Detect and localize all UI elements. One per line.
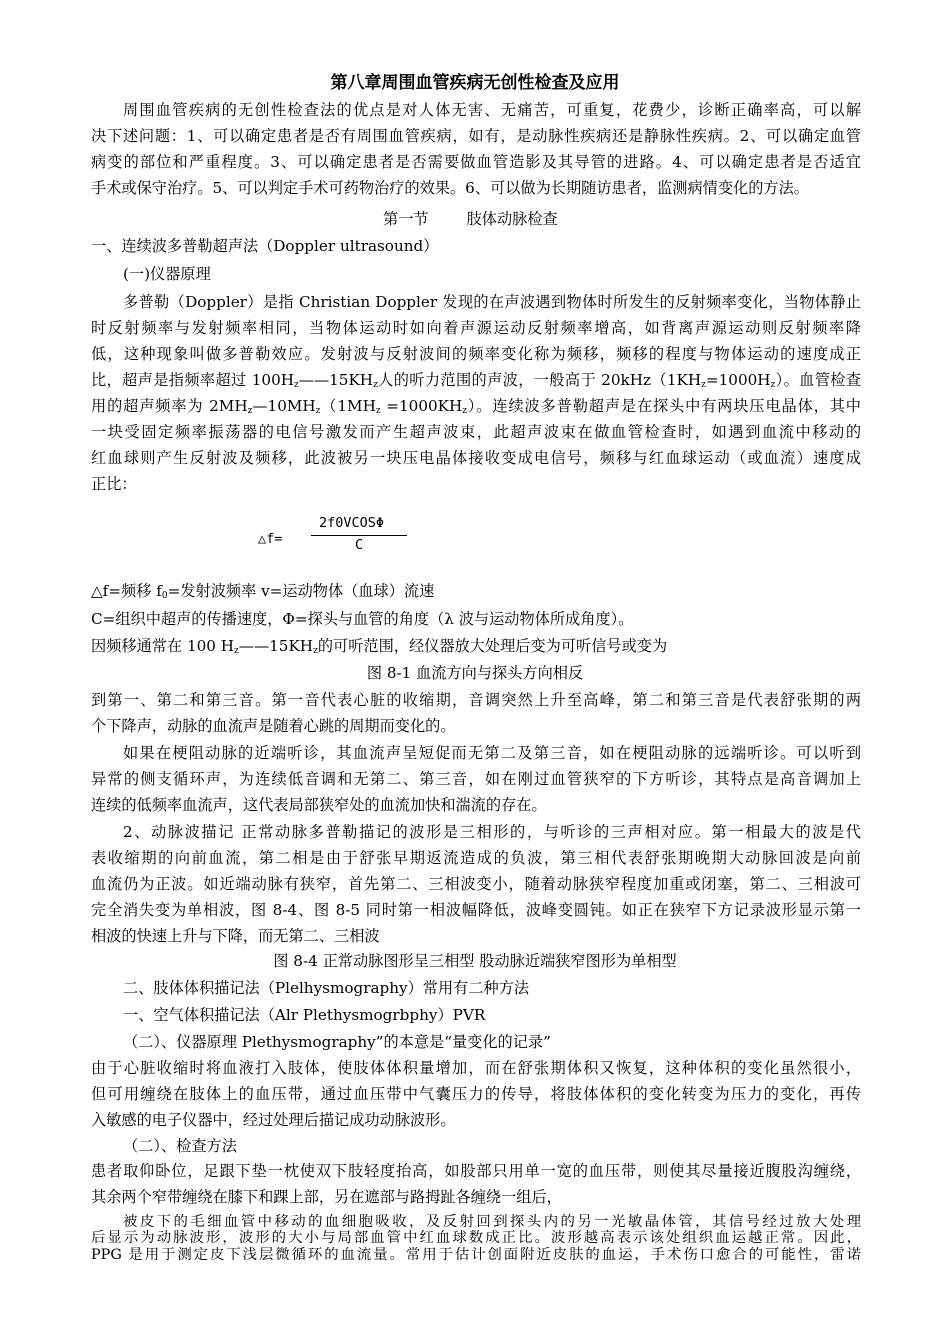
sound-line-2: 个下降声，动脉的血流声是随着心跳的周期而变化的。 (91, 717, 456, 735)
pvr-line-1: 由于心脏收缩时将血液打入肢体，使肢体体积量增加，而在舒张期体积又恢复，这种体积的变化虽然很小， (91, 1059, 861, 1077)
waveform-line-2: 表收缩期的向前血流，第二相是由于舒张早期返流造成的负波，第三相代表舒张期晚期大动脉回波是向前 (91, 849, 861, 867)
fraction-bar (311, 535, 407, 536)
heading-1-sub: (一)仪器原理 (123, 265, 211, 283)
doppler-line-7: 红血球则产生反射波及频移，此波被另一块压电晶体接收变成电信号，频移与红血球运动（或血流）速度成 (91, 449, 861, 467)
pvr-line-2: 但可用缠绕在肢体上的血压带，通过血压带中气囊压力的传导，将肢体体积的变化转变为压力的变化，再传 (91, 1085, 861, 1103)
heading-2: 二、肢体体积描记法（Plelhysmography）常用有二种方法 (123, 979, 530, 997)
waveform-line-5: 相波的快速上升与下降，而无第二、三相波 (91, 927, 380, 945)
chapter-title: 第八章周围血管疾病无创性检查及应用 (330, 73, 620, 93)
heading-2-sub-2: （二）、仪器原理 Plethysmography”的本意是“量变化的记录” (123, 1033, 551, 1051)
sound-line-1: 到第一、第二和第三音。第一音代表心脏的收缩期，音调突然上升至高峰，第二和第三音是代表舒张期的两 (91, 691, 861, 709)
doppler-line-2: 时反射频率与发射频率相同，当物体运动时如向着声源运动反射频率增高，如背离声源运动则反射频率降 (91, 319, 861, 337)
intro-line-3: 病变的部位和严重程度。3、可以确定患者是否需要做血管造影及其导管的进路。4、可以确定患者是否适宜 (91, 153, 861, 171)
stenosis-line-2: 异常的侧支循环声，为连续低音调和无第二、第三音，如在刚过血管狭窄的下方听诊，其特点是高音调加上 (91, 770, 861, 788)
intro-line-2: 决下述问题：1、可以确定患者是否有周围血管疾病，如有，是动脉性疾病还是静脉性疾病。2、可以确定血管 (91, 127, 861, 145)
method-line-1: 患者取仰卧位，足跟下垫一枕使双下肢轻度抬高，如股部只用单一宽的血压带，则使其尽量接近腹股沟缠绕， (91, 1162, 861, 1180)
doppler-line-4: 比，超声是指频率超过 $100H_z——15KH_z$人的听力范围的声波，一般高于 $20kHz(1KH_z=1000H_z)$。血管检查 (91, 371, 861, 390)
formula-lhs: △f= (258, 531, 283, 547)
waveform-line-3: 血流仍为正波。如近端动脉有狭窄，首先第二、三相波变小，随着动脉狭窄程度加重或闭塞，第二、三相波可 (91, 875, 861, 893)
stenosis-line-3: 连续的低频率血流声，这代表局部狭窄处的血流加快和湍流的存在。 (91, 796, 547, 814)
doppler-line-8: 正比： (91, 475, 137, 493)
heading-2-sub-3: （二）、检查方法 (123, 1137, 237, 1155)
intro-line-1: 周围血管疾病的无创性检查法的优点是对人体无害、无痛苦，可重复，花费少，诊断正确率高，可以解 (123, 101, 861, 119)
heading-2-sub-1: 一、空气体积描记法（Alr Plethysmogrbphy）PVR (123, 1006, 486, 1024)
legend-line-1: △f=频移 $f_0=$发射波频率 v=运动物体（血球）流速 (91, 582, 435, 601)
stenosis-line-1: 如果在梗阻动脉的近端听诊，其血流声呈短促而无第二及第三音，如在梗阻动脉的远端听诊。可以听到 (123, 744, 861, 762)
ppg-line-1: 被皮下的毛细血管中移动的血细胞吸收，及反射回到探头内的另一光敏晶体管，其信号经过放大处理 (123, 1214, 861, 1230)
figure-caption-8-4: 图 8-4 正常动脉图形呈三相型 股动脉近端狭窄图形为单相型 (273, 952, 677, 970)
section-heading (383, 209, 623, 229)
legend-line-2: C=组织中超声的传播速度，Φ=探头与血管的角度（λ 波与运动物体所成角度）。 (91, 610, 634, 628)
ppg-line-2: 后显示为动脉波形，波形的大小与局部血管中红血球数成正比。波形越高表示该处组织血运越正常。因此， (91, 1230, 861, 1246)
doppler-line-3: 低，这种现象叫做多普勒效应。发射波与反射波间的频率变化称为频移，频移的程度与物体运动的速度成正 (91, 345, 861, 363)
ppg-line-3: PPG 是用于测定皮下浅层微循环的血流量。常用于估计创面附近皮肤的血运，手术伤口愈合的可能性，雷诺 (91, 1247, 861, 1263)
doppler-line-6: 一块受固定频率振荡器的电信号激发而产生超声波束，此超声波束在做血管检查时，如遇到血流中移动的 (91, 423, 861, 441)
pvr-line-3: 入敏感的电子仪器中，经过处理后描记成功动脉波形。 (91, 1111, 456, 1129)
figure-caption-8-1: 图 8-1 血流方向与探头方向相反 (366, 664, 584, 682)
waveform-line-1: 2、动脉波描记 正常动脉多普勒描记的波形是三相形的，与听诊的三声相对应。第一相最大的波是代 (123, 823, 861, 841)
doppler-line-1: 多普勒（Doppler）是指 Christian Doppler 发现的在声波遇到物体时所发生的反射频率变化，当物体静止 (123, 293, 861, 311)
waveform-line-4: 完全消失变为单相波，图 8-4、图 8-5 同时第一相波幅降低，波峰变圆钝。如正在狭窄下方记录波形显示第一 (91, 901, 861, 919)
method-line-2: 其余两个窄带缠绕在膝下和踝上部，另在遮部与路拇趾各缠绕一组后， (91, 1188, 562, 1206)
formula-denominator: C (355, 537, 364, 553)
section-title: 肢体动脉检查 (466, 210, 558, 228)
section-number: 第一节 (383, 210, 429, 228)
formula-numerator: 2f0VCOSΦ (319, 515, 385, 531)
heading-1: 一、连续波多普勒超声法（Doppler ultrasound） (91, 237, 439, 255)
doppler-line-5: 用的超声频率为 $2MH_z—10MH_z(1MH_z =1000KH_z)$。连续波多普勒超声是在探头中有两块压电晶体，其中 (91, 397, 861, 416)
intro-line-4: 手术或保守治疗。5、可以判定手术可药物治疗的效果。6、可以做为长期随访患者，监测病情变化的方法。 (91, 179, 809, 197)
legend-line-3: 因频移通常在 100 $H_z——15KH_z$的可听范围，经仪器放大处理后变为可听信号或变为 (91, 637, 668, 656)
